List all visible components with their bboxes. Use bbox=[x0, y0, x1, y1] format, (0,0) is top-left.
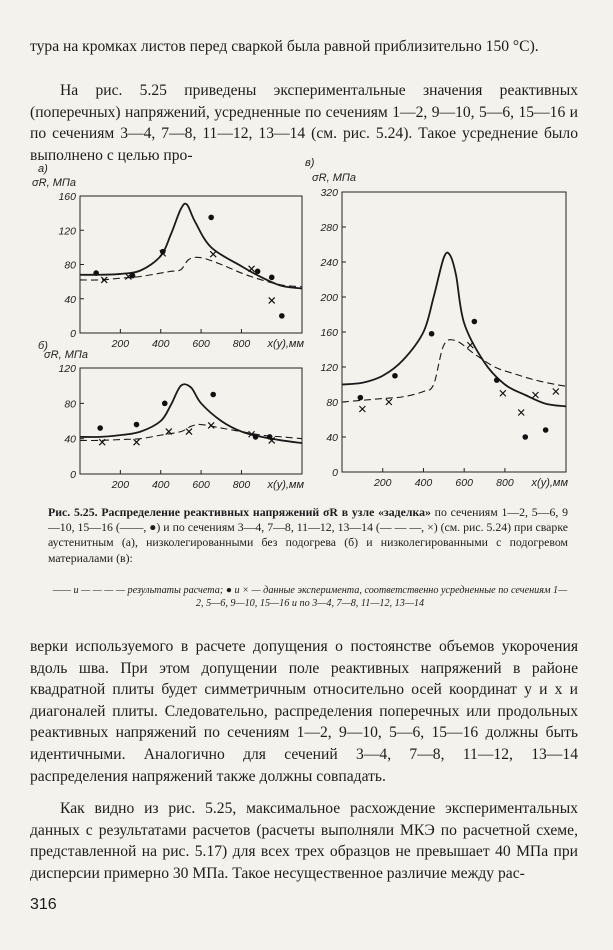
y-tick-label: 40 bbox=[326, 432, 338, 444]
exp-point-dot bbox=[472, 319, 478, 325]
exp-point-dot bbox=[494, 377, 500, 383]
x-axis-label: x(y),мм bbox=[267, 338, 304, 350]
y-tick-label: 320 bbox=[320, 187, 338, 199]
calc-curve-solid bbox=[80, 204, 302, 289]
exp-point-dot bbox=[97, 425, 103, 431]
caption-body: по сечениям 1—2, 5—6, 9—10, 15—16 (——, ●) и по сечениям 3—4, 7—8, 11—12, 13—14 (— — —, ×) (см. рис. 5.24) при сварке аустенитным (а), низколегированными без подогрева (б) и низколегированными с подогревом материалами (в): bbox=[48, 505, 568, 565]
y-axis-label: σR, МПа bbox=[44, 349, 88, 361]
exp-point-dot bbox=[522, 434, 528, 440]
exp-point-cross bbox=[518, 410, 524, 416]
exp-point-cross bbox=[386, 399, 392, 405]
exp-point-dot bbox=[358, 395, 364, 401]
exp-point-dot bbox=[429, 331, 435, 337]
figure-legend: —— и — — — — результаты расчета; ● и × — данные эксперимента, соответственно усредненные по сечениям 1—2, 5—6, 9—10, 15—16 и по 3—4, 7—8, 11—12, 13—14 bbox=[52, 585, 568, 610]
x-tick-label: 400 bbox=[151, 338, 170, 350]
exp-point-cross bbox=[269, 297, 275, 303]
caption-title: Рис. 5.25. Распределение реактивных напряжений σR в узле «заделка» bbox=[48, 505, 431, 519]
exp-point-dot bbox=[134, 422, 140, 428]
panel-v bbox=[305, 157, 568, 489]
paragraph-bottom-1: верки используемого в расчете допущения о постоянстве объемов укорочения вдоль шва. При этом допущении поле реактивных напряжений в районе квадратной плиты будет симметричным относительно осей координат y и x и диагоналей плиты. Следовательно, распределения поперечных или продольных реактивных напряжений по сечениям 1—2, 9—10, 5—6, 15—16 должны быть идентичными. Аналогично для сечений 3—4, 7—8, 11—12, 13—14 распределения напряжений также должны совпадать. bbox=[30, 638, 578, 785]
y-axis-label: σR, МПа bbox=[312, 172, 356, 184]
exp-point-cross bbox=[532, 392, 538, 398]
x-tick-label: 400 bbox=[414, 477, 433, 489]
figure-caption bbox=[48, 505, 568, 566]
y-tick-label: 200 bbox=[320, 292, 338, 304]
y-tick-label: 80 bbox=[64, 259, 76, 272]
exp-point-dot bbox=[255, 269, 261, 275]
x-tick-label: 200 bbox=[111, 479, 130, 491]
y-tick-label: 120 bbox=[320, 362, 338, 374]
page-number: 316 bbox=[30, 896, 57, 913]
exp-point-cross bbox=[134, 439, 140, 445]
exp-point-dot bbox=[162, 401, 168, 407]
y-tick-label: 40 bbox=[64, 433, 76, 446]
y-tick-label: 40 bbox=[64, 293, 76, 306]
y-tick-label: 120 bbox=[58, 225, 76, 238]
x-tick-label: 600 bbox=[455, 477, 473, 489]
exp-point-cross bbox=[186, 429, 192, 435]
y-tick-label: 80 bbox=[64, 398, 76, 411]
y-tick-label: 280 bbox=[320, 222, 338, 234]
panel-b bbox=[38, 340, 304, 491]
exp-point-dot bbox=[210, 392, 216, 398]
y-tick-label: 120 bbox=[58, 363, 76, 375]
x-axis-label: x(y),мм bbox=[531, 477, 568, 489]
exp-point-dot bbox=[269, 275, 275, 281]
y-tick-label: 80 bbox=[326, 397, 338, 409]
x-tick-label: 800 bbox=[232, 338, 251, 350]
exp-point-cross bbox=[208, 422, 214, 428]
exp-point-cross bbox=[359, 406, 365, 412]
exp-point-dot bbox=[279, 313, 285, 319]
exp-point-cross bbox=[500, 390, 506, 396]
plot-frame bbox=[342, 192, 566, 472]
x-tick-label: 200 bbox=[373, 477, 392, 489]
x-tick-label: 800 bbox=[496, 477, 514, 489]
plot-frame bbox=[80, 368, 302, 474]
y-tick-label: 0 bbox=[332, 467, 338, 479]
calc-curve-solid bbox=[342, 253, 566, 407]
y-tick-label: 0 bbox=[70, 328, 76, 340]
exp-point-cross bbox=[210, 251, 216, 257]
x-axis-label: x(y),мм bbox=[267, 479, 304, 491]
exp-point-cross bbox=[553, 389, 559, 395]
x-tick-label: 600 bbox=[192, 338, 210, 350]
exp-point-dot bbox=[93, 270, 99, 276]
exp-point-cross bbox=[467, 342, 473, 348]
x-tick-label: 600 bbox=[192, 479, 210, 491]
x-tick-label: 800 bbox=[232, 479, 251, 491]
paragraph-top-1: тура на кромках листов перед сваркой была равной приблизительно 150 °С). bbox=[30, 38, 539, 55]
exp-point-dot bbox=[543, 427, 549, 433]
y-tick-label: 160 bbox=[320, 327, 338, 339]
x-tick-label: 200 bbox=[111, 338, 130, 350]
panel-label: а) bbox=[38, 163, 48, 175]
panel-label: б) bbox=[38, 340, 48, 352]
y-tick-label: 240 bbox=[320, 257, 338, 269]
paragraph-top-2: На рис. 5.25 приведены экспериментальные значения реактивных (поперечных) напряжений, усредненные по сечениям 1—2, 9—10, 5—6, 15—16 и по сечениям 3—4, 7—8, 11—12, 13—14 (см. рис. 5.24). Такое усреднение было выполнено с целью про- bbox=[30, 82, 578, 164]
exp-point-dot bbox=[208, 215, 214, 221]
exp-point-dot bbox=[392, 373, 398, 379]
y-tick-label: 160 bbox=[58, 191, 76, 203]
calc-curve-dashed bbox=[80, 257, 302, 286]
exp-point-cross bbox=[249, 266, 255, 272]
y-axis-label: σR, МПа bbox=[32, 177, 76, 189]
x-tick-label: 400 bbox=[151, 479, 170, 491]
plot-frame bbox=[80, 196, 302, 333]
y-tick-label: 0 bbox=[70, 469, 76, 481]
paragraph-bottom-2: Как видно из рис. 5.25, максимальное расхождение экспериментальных данных с результатами расчетов (расчеты выполняли МКЭ по расчетной схеме, представленной на рис. 5.17) для всех трех образцов не превышает 40 МПа при дисперсии примерно 30 МПа. Такое несущественное различие между рас- bbox=[30, 800, 578, 882]
panel-label: в) bbox=[305, 157, 315, 169]
panel-a bbox=[32, 163, 304, 350]
